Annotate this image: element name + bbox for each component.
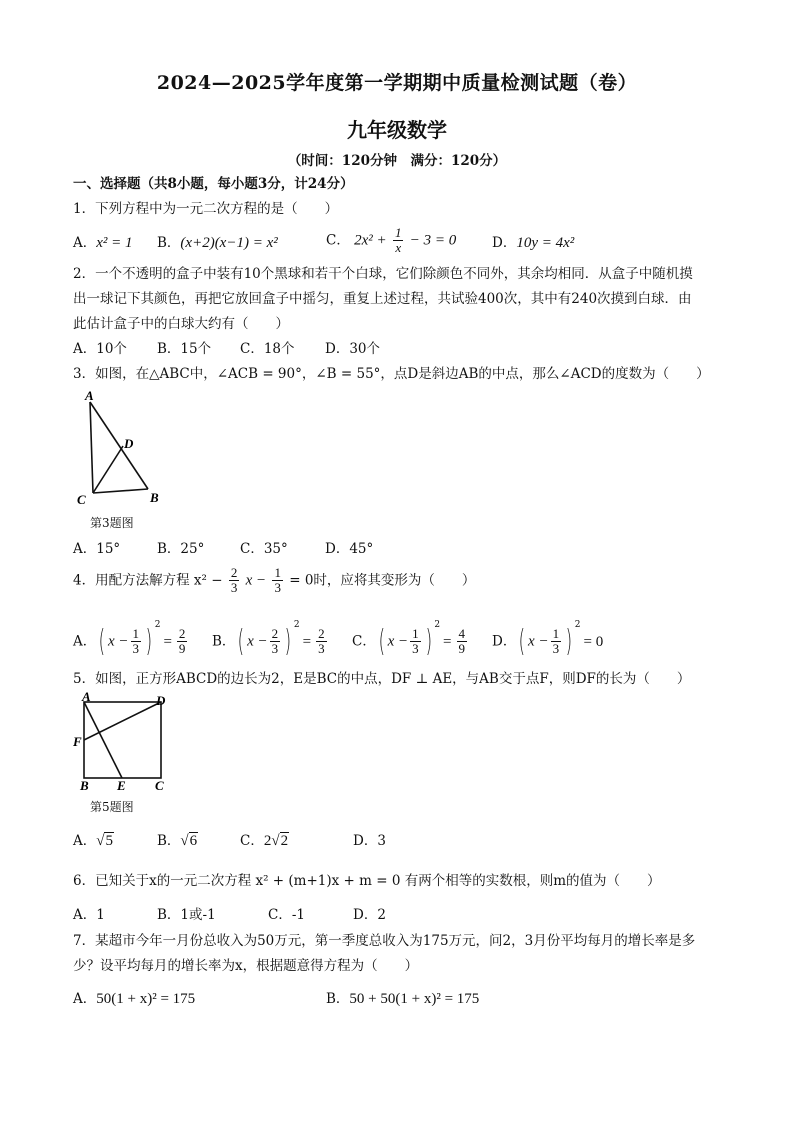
- q5-label-d: D: [156, 693, 166, 708]
- q5-caption: 第5题图: [90, 800, 134, 814]
- q1-option-c: C． 2x² + $\frac{1}{x}$ − 3 = 0: [326, 225, 457, 255]
- q5-option-d: D．3: [353, 833, 386, 849]
- q2-option-d: D．30个: [325, 341, 381, 357]
- q3-side-cb: [93, 489, 148, 493]
- q5-option-c: C．2√2: [240, 833, 289, 849]
- q5-label-e: E: [117, 778, 126, 792]
- q1-option-a: A．x² = 1: [73, 235, 133, 251]
- q4-stem-fraction-2: $\frac{1}{3}$: [274, 565, 281, 595]
- q3-option-d: D．45°: [325, 541, 374, 557]
- q7-line1: 7．某超市今年一月份总收入为50万元，第一季度总收入为175万元，问2，3月份平均每月的增长率是多: [73, 933, 696, 949]
- q3-option-c: C．35°: [240, 541, 288, 557]
- q3-triangle-figure: [76, 386, 176, 508]
- q5-label-b: B: [80, 778, 89, 792]
- q6-option-a: A．1: [73, 907, 105, 923]
- q6-stem: 6．已知关于x的一元二次方程 x² + (m+1)x + m = 0 有两个相等的实数根，则m的值为（ ）: [73, 873, 661, 889]
- q4-stem: 4．用配方法解方程 x² − $\frac{2}{3}$ x − $\frac{1}{3}$ = 0时，应将其变形为（ ）: [73, 565, 476, 595]
- q3-label-c: C: [77, 492, 86, 507]
- q3-option-a: A．15°: [73, 541, 121, 557]
- q1-stem: 1．下列方程中为一元二次方程的是（ ）: [73, 201, 339, 217]
- q2-option-b: B．15个: [157, 341, 212, 357]
- exam-subject: 九年级数学: [347, 118, 447, 142]
- q3-label-b: B: [150, 490, 159, 505]
- q1-option-d: D．10y = 4x²: [492, 235, 575, 251]
- q7-option-b: B．50 + 50(1 + x)² = 175: [326, 991, 480, 1007]
- q4-option-b: B．( x − $\frac{2}{3}$ ) $^2$= $\frac{2}{3}$: [212, 620, 325, 659]
- q5-option-a: A．√5: [73, 833, 113, 849]
- section-heading: 一、选择题（共8小题，每小题3分，计24分）: [73, 176, 354, 192]
- q2-line2: 出一球记下其颜色，再把它放回盒子中摇匀，重复上述过程，共试验400次，其中有240次摸到白球．由: [73, 291, 692, 307]
- q3-label-d: D: [124, 436, 134, 451]
- q3-label-a: A: [85, 388, 94, 403]
- q4-option-a: A．( x − $\frac{1}{3}$ ) $^2$= $\frac{2}{9}$: [73, 620, 186, 659]
- exam-title: 2024—2025学年度第一学期期中质量检测试题（卷）: [156, 72, 638, 94]
- q2-line1: 2．一个不透明的盒子中装有10个黑球和若干个白球，它们除颜色不同外，其余均相同．从盒子中随机摸: [73, 266, 693, 282]
- q7-line2: 少？设平均每月的增长率为x，根据题意得方程为（ ）: [73, 958, 419, 974]
- q3-side-ab: [90, 402, 148, 489]
- q5-label-c: C: [155, 778, 164, 792]
- q7-option-a: A．50(1 + x)² = 175: [73, 991, 196, 1007]
- q5-label-a: A: [82, 692, 91, 704]
- q5-segment-ae: [84, 702, 122, 778]
- exam-info: （时间：120分钟 满分：120分）: [287, 153, 507, 169]
- q5-option-b: B．√6: [157, 833, 198, 849]
- q6-option-b: B．1或-1: [157, 907, 216, 923]
- q6-option-d: D．2: [353, 907, 386, 923]
- q5-square-figure: [72, 692, 172, 792]
- q2-line3: 此估计盒子中的白球大约有（ ）: [73, 316, 289, 332]
- q3-segment-cd: [93, 446, 123, 493]
- q2-option-a: A．10个: [73, 341, 127, 357]
- q5-segment-fd: [84, 702, 161, 740]
- q3-caption: 第3题图: [90, 516, 134, 530]
- q6-option-c: C．-1: [268, 907, 305, 923]
- q4-option-c: C．( x − $\frac{1}{3}$ ) $^2$= $\frac{4}{9}$: [352, 620, 466, 659]
- q4-option-d: D．( x − $\frac{1}{3}$ ) $^2$= 0: [492, 620, 604, 659]
- q1-c-fraction: $\frac{1}{x}$: [394, 225, 402, 255]
- q2-option-c: C．18个: [240, 341, 295, 357]
- q5-square: [84, 702, 161, 778]
- q5-stem: 5．如图，正方形ABCD的边长为2，E是BC的中点，DF ⊥ AE，与AB交于点F，则DF的长为（ ）: [73, 671, 691, 687]
- q3-option-b: B．25°: [157, 541, 205, 557]
- q1-option-b: B．(x+2)(x−1) = x²: [157, 235, 278, 251]
- q5-label-f: F: [73, 734, 82, 749]
- q4-stem-fraction-1: $\frac{2}{3}$: [230, 565, 238, 595]
- q3-stem: 3．如图，在△ABC中，∠ACB = 90°，∠B = 55°，点D是斜边AB的中点，那么∠ACD的度数为（ ）: [73, 366, 710, 382]
- q3-side-ac: [90, 402, 93, 493]
